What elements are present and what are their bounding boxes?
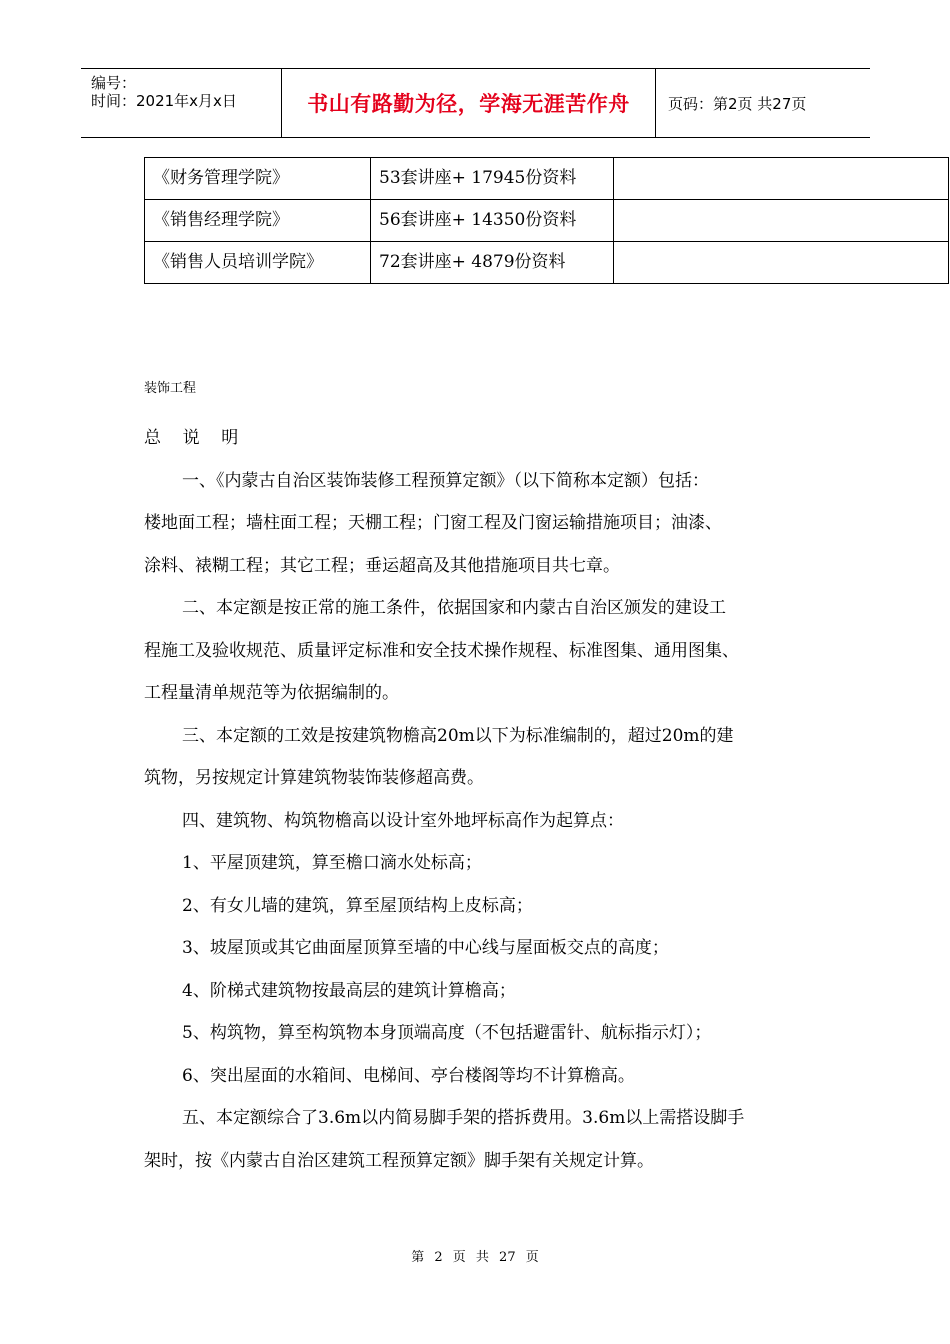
body-text-line: 三、本定额的工效是按建筑物檐高20m以下为标准编制的，超过20m的建 xyxy=(182,725,734,746)
body-paragraphs xyxy=(144,463,814,1186)
table-row xyxy=(145,200,949,242)
body-text-line: 二、本定额是按正常的施工条件，依据国家和内蒙古自治区颁发的建设工 xyxy=(182,598,726,618)
body-text-line: 涂料、裱糊工程；其它工程；垂运超高及其他措施项目共七章。 xyxy=(144,555,620,576)
header-page-info: 页码：第2页 共27页 xyxy=(668,94,807,113)
table-cell-note xyxy=(614,242,949,284)
document-number-label: 编号： xyxy=(91,74,137,92)
body-text-line: 2、有女儿墙的建筑，算至屋顶结构上皮标高； xyxy=(182,895,533,916)
resource-table xyxy=(144,157,949,284)
table-cell-content: 72套讲座+ 4879份资料 xyxy=(371,242,614,284)
table-cell-note xyxy=(614,158,949,200)
body-text-line: 筑物，另按规定计算建筑物装饰装修超高费。 xyxy=(144,768,484,788)
table-cell-content: 56套讲座+ 14350份资料 xyxy=(371,200,614,242)
table-row xyxy=(145,158,949,200)
body-text-line: 架时，按《内蒙古自治区建筑工程预算定额》脚手架有关规定计算。 xyxy=(144,1150,654,1171)
document-body xyxy=(144,420,814,1185)
body-text-line: 四、建筑物、构筑物檐高以设计室外地坪标高作为起算点： xyxy=(182,810,624,831)
table-cell-note xyxy=(614,200,949,242)
body-text-line: 工程量清单规范等为依据编制的。 xyxy=(144,683,399,703)
header-meta xyxy=(81,69,282,137)
body-text-line: 楼地面工程；墙柱面工程；天棚工程；门窗工程及门窗运输措施项目；油漆、 xyxy=(144,513,722,533)
header-motto: 书山有路勤为径，学海无涯苦作舟 xyxy=(282,69,656,137)
table-row xyxy=(145,242,949,284)
document-header xyxy=(81,68,870,138)
table-cell-content: 53套讲座+ 17945份资料 xyxy=(371,158,614,200)
section-small-title: 装饰工程 xyxy=(144,381,197,396)
table-cell-name: 《财务管理学院》 xyxy=(145,158,371,200)
body-text-line: 5、构筑物，算至构筑物本身顶端高度（不包括避雷针、航标指示灯）； xyxy=(182,1023,712,1043)
body-text-line: 1、平屋顶建筑，算至檐口滴水处标高； xyxy=(182,853,482,873)
body-text-line: 3、坡屋顶或其它曲面屋顶算至墙的中心线与屋面板交点的高度； xyxy=(182,938,669,958)
table-cell-name: 《销售人员培训学院》 xyxy=(145,242,371,284)
body-text-line: 程施工及验收规范、质量评定标准和安全技术操作规程、标准图集、通用图集、 xyxy=(144,640,739,661)
body-text-line: 4、阶梯式建筑物按最高层的建筑计算檐高； xyxy=(182,980,516,1001)
table-cell-name: 《销售经理学院》 xyxy=(145,200,371,242)
body-text-line: 6、突出屋面的水箱间、电梯间、亭台楼阁等均不计算檐高。 xyxy=(182,1065,635,1086)
page-footer: 第 2 页 共 27 页 xyxy=(411,1250,539,1265)
document-time-label: 时间：2021年x月x日 xyxy=(91,92,237,110)
general-title: 总 说 明 xyxy=(144,428,239,448)
body-text-line: 五、本定额综合了3.6m以内简易脚手架的搭拆费用。3.6m以上需搭设脚手 xyxy=(182,1108,745,1128)
body-text-line: 一、《内蒙古自治区装饰装修工程预算定额》（以下简称本定额）包括： xyxy=(182,470,709,491)
